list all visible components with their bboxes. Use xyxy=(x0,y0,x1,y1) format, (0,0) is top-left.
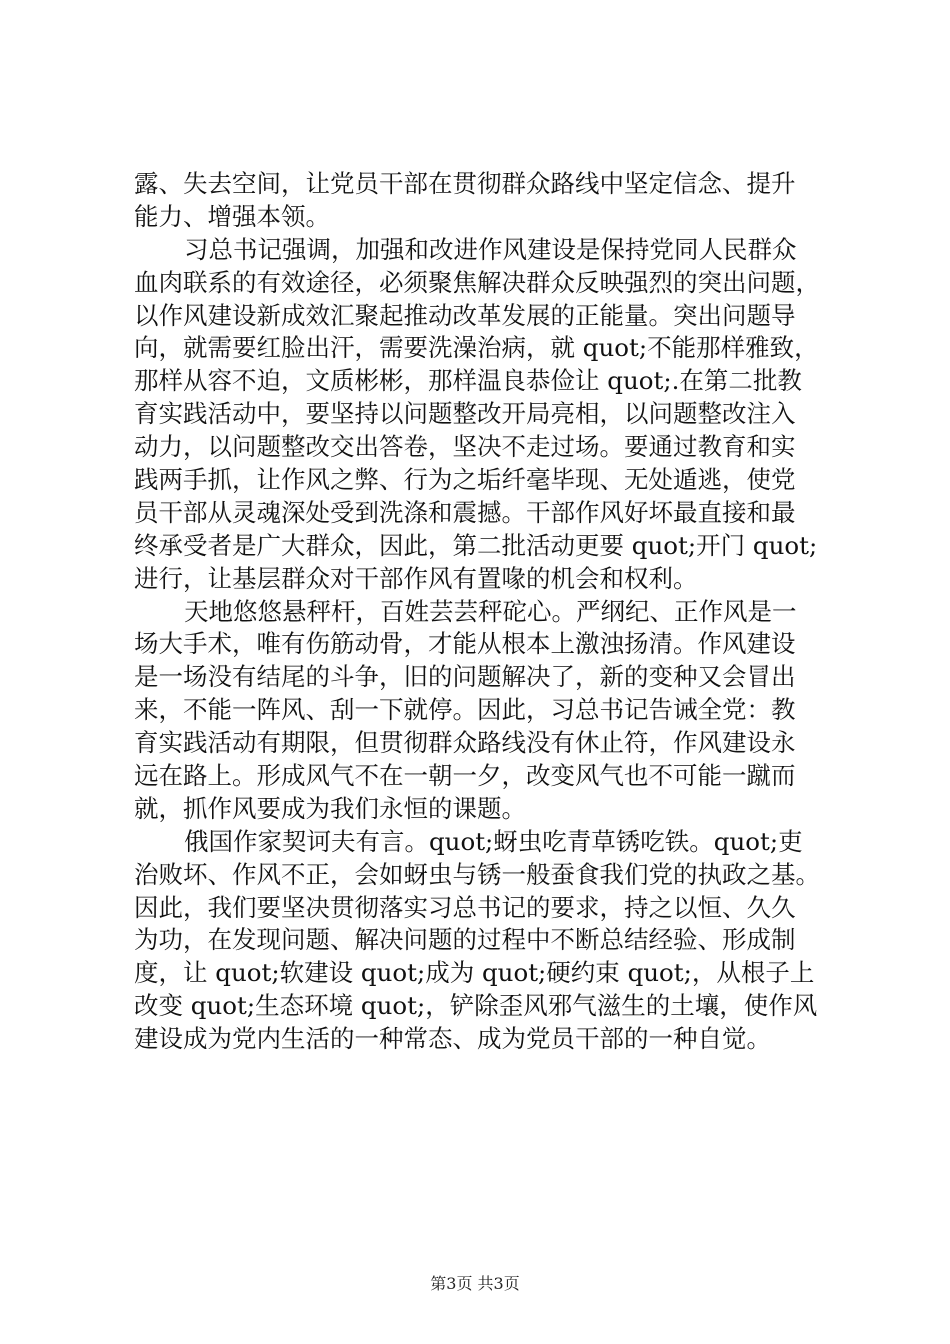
page-footer: 第3页 共3页 xyxy=(430,1274,520,1293)
text-line: 来，不能一阵风、刮一下就停。因此，习总书记告诫全党：教 xyxy=(134,695,796,725)
text-line: 终承受者是广大群众，因此，第二批活动更要 quot;开门 quot; xyxy=(134,530,818,560)
text-line: 进行，让基层群众对干部作风有置喙的机会和权利。 xyxy=(134,563,698,593)
text-line: 场大手术，唯有伤筋动骨，才能从根本上激浊扬清。作风建设 xyxy=(134,629,796,659)
text-line: 向，就需要红脸出汗，需要洗澡治病，就 quot;不能那样雅致， xyxy=(134,333,819,363)
text-line: 建设成为党内生活的一种常态、成为党员干部的一种自觉。 xyxy=(134,1024,771,1054)
text-line: 因此，我们要坚决贯彻落实习总书记的要求，持之以恒、久久 xyxy=(134,892,796,922)
text-line: 度，让 quot;软建设 quot;成为 quot;硬约束 quot;，从根子上 xyxy=(134,958,815,988)
text-line: 为功，在发现问题、解决问题的过程中不断总结经验、形成制 xyxy=(134,925,796,955)
text-line: 那样从容不迫，文质彬彬，那样温良恭俭让 quot;.在第二批教 xyxy=(134,366,802,396)
text-line: 以作风建设新成效汇聚起推动改革发展的正能量。突出问题导 xyxy=(134,300,796,330)
text-line: 育实践活动有期限，但贯彻群众路线没有休止符，作风建设永 xyxy=(134,728,796,758)
text-line: 践两手抓，让作风之弊、行为之垢纤毫毕现、无处遁逃，使党 xyxy=(134,465,796,495)
document-body xyxy=(134,168,834,1056)
text-line: 治败坏、作风不正，会如蚜虫与锈一般蚕食我们党的执政之基。 xyxy=(134,859,820,889)
text-line: 习总书记强调，加强和改进作风建设是保持党同人民群众 xyxy=(184,234,797,264)
text-line: 育实践活动中，要坚持以问题整改开局亮相，以问题整改注入 xyxy=(134,399,796,429)
text-line: 员干部从灵魂深处受到洗涤和震撼。干部作风好坏最直接和最 xyxy=(134,497,796,527)
text-line: 俄国作家契诃夫有言。quot;蚜虫吃青草锈吃铁。quot;吏 xyxy=(184,826,803,856)
text-line: 就，抓作风要成为我们永恒的课题。 xyxy=(134,793,526,823)
text-line: 露、失去空间，让党员干部在贯彻群众路线中坚定信念、提升 xyxy=(134,169,796,198)
text-line: 天地悠悠悬秤杆，百姓芸芸秤砣心。严纲纪、正作风是一 xyxy=(184,596,797,626)
text-line: 动力，以问题整改交出答卷，坚决不走过场。要通过教育和实 xyxy=(134,432,796,462)
text-line: 远在路上。形成风气不在一朝一夕，改变风气也不可能一蹴而 xyxy=(134,761,796,791)
text-line: 血肉联系的有效途径，必须聚焦解决群众反映强烈的突出问题， xyxy=(134,267,820,297)
text-line: 能力、增强本领。 xyxy=(134,201,330,231)
text-line: 是一场没有结尾的斗争，旧的问题解决了，新的变种又会冒出 xyxy=(134,662,796,692)
text-line: 改变 quot;生态环境 quot;，铲除歪风邪气滋生的土壤，使作风 xyxy=(134,991,818,1021)
